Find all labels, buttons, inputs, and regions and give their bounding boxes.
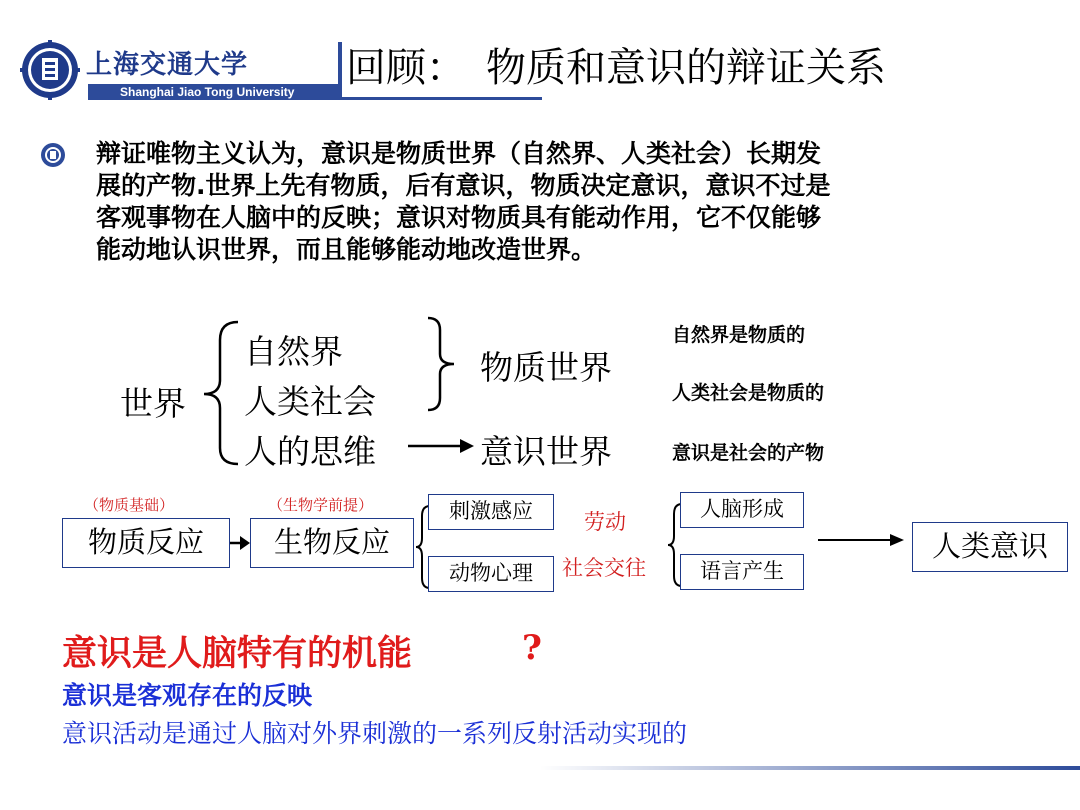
intro-line: 展的产物.世界上先有物质，后有意识，物质决定意识，意识不过是: [96, 171, 831, 200]
arrow-to-conscious: [408, 436, 476, 456]
note-consciousness: 意识是社会的产物: [672, 442, 825, 464]
conclusion-main: 意识是人脑特有的机能: [62, 634, 413, 674]
label-bio-premise: （生物学前提）: [268, 496, 374, 514]
box-brain: 人脑形成: [680, 492, 804, 528]
university-name-cn: 上海交通大学: [86, 50, 249, 80]
branch-thought: 人的思维: [244, 432, 376, 471]
university-seal-icon: [20, 40, 80, 100]
branch-society: 人类社会: [244, 382, 376, 421]
box-animal-psych: 动物心理: [428, 556, 554, 592]
conclusion-line-2: 意识活动是通过人脑对外界刺激的一系列反射活动实现的: [62, 719, 688, 748]
intro-line: 能动地认识世界，而且能够能动地改造世界。: [96, 235, 597, 264]
intro-line: 辩证唯物主义认为，意识是物质世界（自然界、人类社会）长期发: [96, 139, 822, 168]
title-underline: [342, 97, 542, 100]
label-social: 社会交往: [562, 556, 646, 580]
seal-bullet-icon: [40, 142, 66, 168]
box-bio-reaction: 生物反应: [250, 518, 414, 568]
intro-line: 客观事物在人脑中的反映；意识对物质具有能动作用，它不仅能够: [96, 203, 822, 232]
box-human-consciousness: 人类意识: [912, 522, 1068, 572]
label-material-basis: （物质基础）: [84, 496, 175, 514]
university-name-en: Shanghai Jiao Tong University: [120, 85, 295, 99]
conclusion-line-1: 意识是客观存在的反映: [62, 681, 313, 710]
arrow-to-human-consciousness: [818, 530, 906, 550]
branch-nature: 自然界: [244, 332, 343, 371]
label-labor: 劳动: [584, 510, 626, 534]
box-stimulus: 刺激感应: [428, 494, 554, 530]
note-society: 人类社会是物质的: [672, 382, 825, 404]
world-root: 世界: [120, 384, 186, 423]
note-nature: 自然界是物质的: [672, 324, 806, 346]
slide-title: 回顾： 物质和意识的辩证关系: [346, 45, 886, 91]
title-frame-line: [338, 42, 342, 100]
right-brace: [424, 314, 464, 414]
footer-bar: [540, 766, 1080, 770]
arrow-material-to-bio: [230, 534, 252, 552]
material-world: 物质世界: [480, 348, 612, 387]
conclusion-question: ?: [522, 628, 542, 668]
box-material-reaction: 物质反应: [62, 518, 230, 568]
conscious-world: 意识世界: [480, 432, 612, 471]
box-language: 语言产生: [680, 554, 804, 590]
intro-paragraph: [96, 138, 996, 266]
left-brace: [198, 318, 242, 468]
